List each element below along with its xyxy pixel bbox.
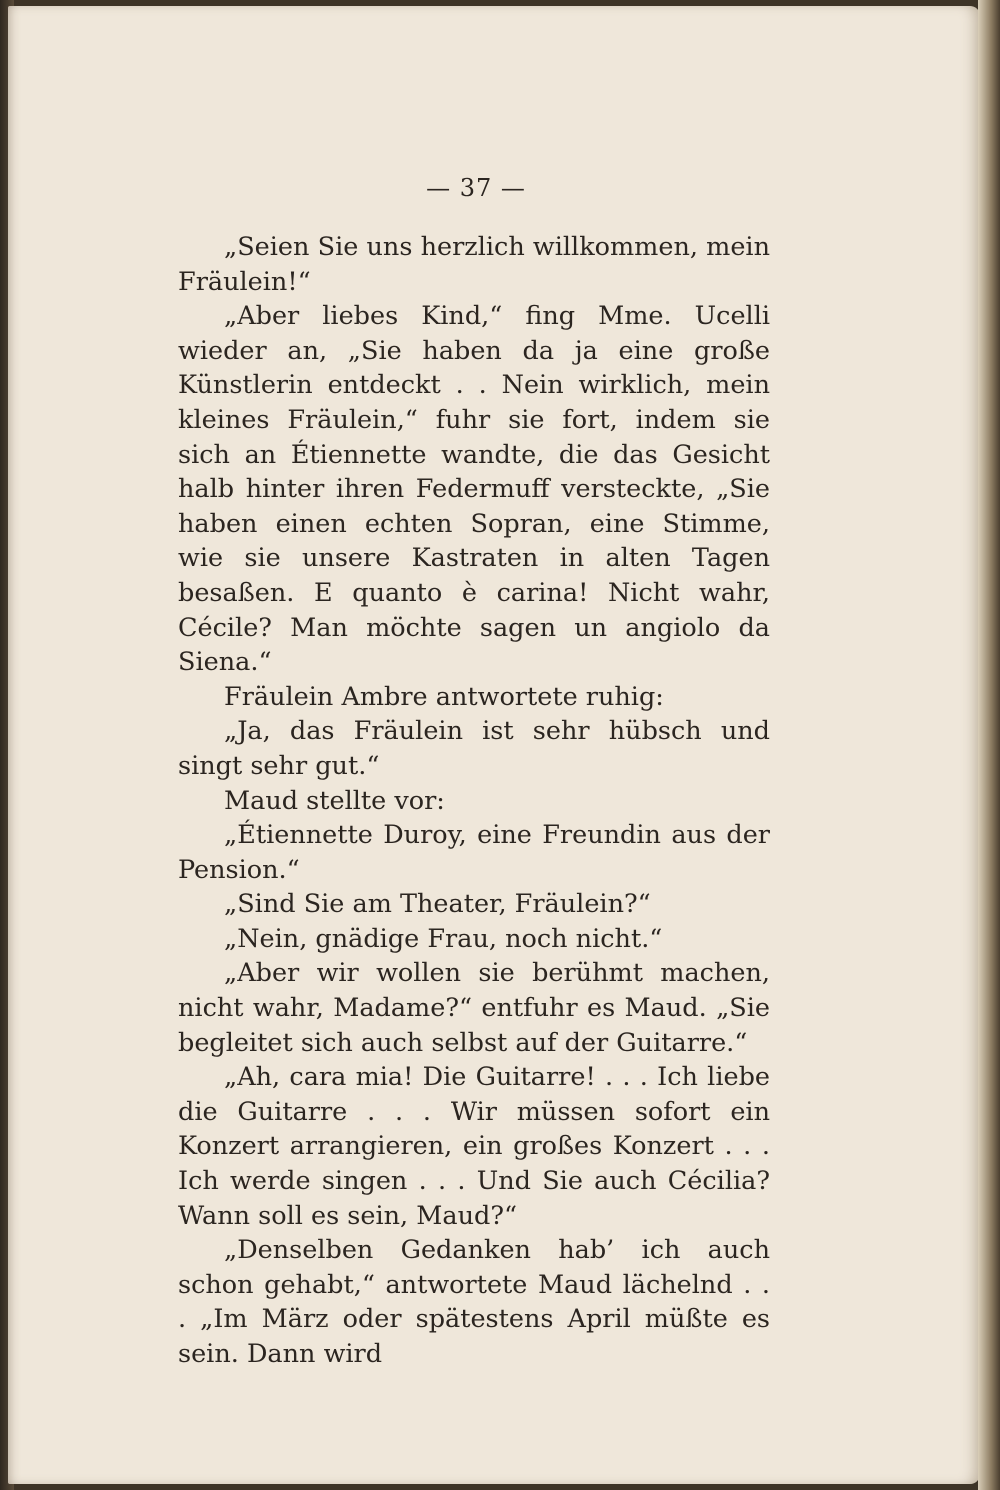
paragraph: „Aber wir wollen sie berühmt machen, nicht wahr, Madame?“ entfuhr es Maud. „Sie begleitet sich auch selbst auf der Guitarre.“ xyxy=(178,958,770,1058)
paragraph: „Sind Sie am Theater, Fräulein?“ xyxy=(224,889,651,920)
paragraph: „Ah, cara mia! Die Guitarre! . . . Ich liebe die Guitarre . . . Wir müssen sofort ein Konzert arrangieren, ein großes Konzert . . . Ich werde singen . . . Und Sie auch Cécilia? Wann soll es sein, Maud?“ xyxy=(178,1062,770,1231)
paragraph: „Ja, das Fräulein ist sehr hübsch und singt sehr gut.“ xyxy=(178,716,770,781)
paragraph: „Étiennette Duroy, eine Freundin aus der Pension.“ xyxy=(178,820,770,885)
page-number: — 37 — xyxy=(426,174,526,202)
paragraph: „Denselben Gedanken hab’ ich auch schon gehabt,“ antwortete Maud lächelnd . . . „Im März oder spätestens April müßte es sein. Dann wird xyxy=(178,1235,770,1369)
paragraph: „Nein, gnädige Frau, noch nicht.“ xyxy=(224,923,663,954)
paper-sheet xyxy=(8,6,980,1484)
page-edge xyxy=(978,0,1000,1490)
paragraph: „Seien Sie uns herzlich willkommen, mein Fräulein!“ xyxy=(178,232,770,297)
paragraph: „Aber liebes Kind,“ fing Mme. Ucelli wieder an, „Sie haben da ja eine große Künstlerin entdeckt . . Nein wirklich, mein kleines Fräulein,“ fuhr sie fort, indem sie sich an Étiennette wandte, die das Gesicht halb hinter ihren Federmuff versteckte, „Sie haben einen echten Sopran, eine Stimme, wie sie unsere Kastraten in alten Tagen besaßen. E quanto è carina! Nicht wahr, Cécile? Man möchte sagen un angiolo da Siena.“ xyxy=(178,301,770,678)
paragraph: Fräulein Ambre antwortete ruhig: xyxy=(224,681,664,712)
paragraph: Maud stellte vor: xyxy=(224,785,445,816)
body-text xyxy=(178,230,770,1372)
